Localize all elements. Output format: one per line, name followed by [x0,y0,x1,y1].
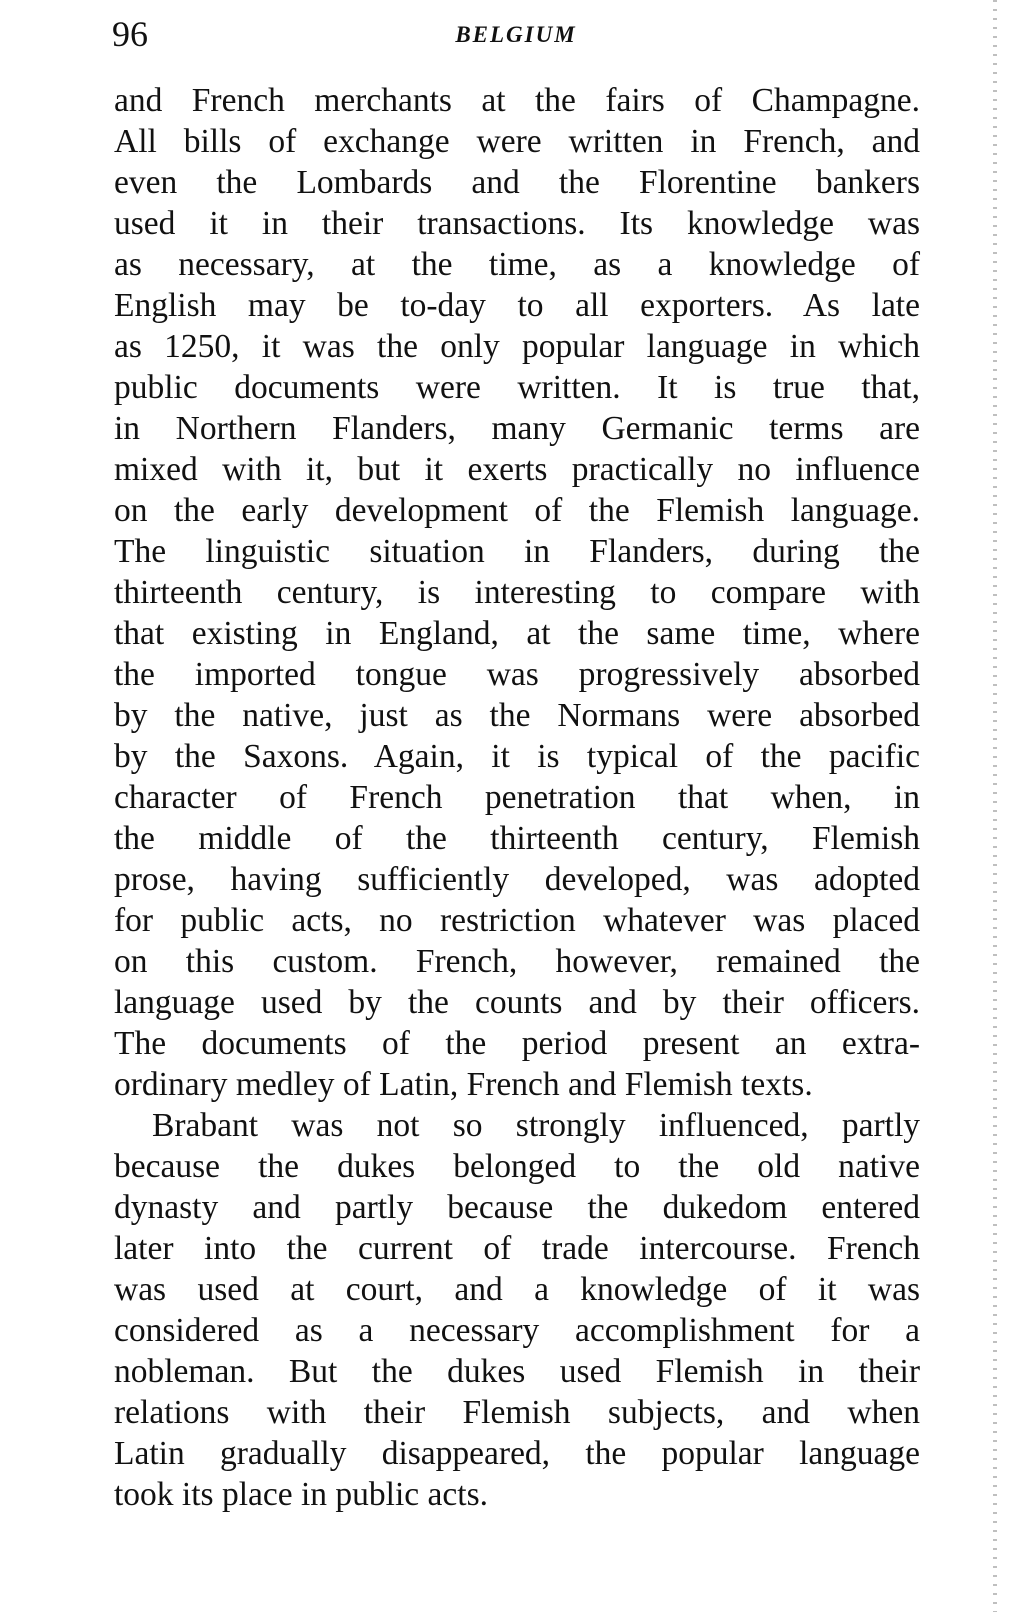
text-line: All bills of exchange were written in French, and [114,123,920,160]
text-line: was used at court, and a knowledge of it was [114,1271,920,1308]
text-line: later into the current of trade intercourse. French [114,1230,920,1267]
text-line: considered as a necessary accomplishment for a [114,1312,920,1349]
running-title: BELGIUM [455,22,577,47]
text-line: English may be to-day to all exporters. As late [114,287,920,324]
text-line: mixed with it, but it exerts practically no influence [114,451,920,488]
text-line: character of French penetration that when, in [114,779,920,816]
text-line: The documents of the period present an extra- [114,1025,920,1062]
text-line: Brabant was not so strongly influenced, partly [152,1107,920,1144]
paragraph [114,1105,920,1515]
text-line: because the dukes belonged to the old native [114,1148,920,1185]
text-line: took its place in public acts. [114,1476,488,1513]
text-line: as 1250, it was the only popular language in which [114,328,920,365]
running-head [112,14,920,54]
binding-edge-mark [993,0,997,1612]
text-line: dynasty and partly because the dukedom entered [114,1189,920,1226]
paragraph [114,80,920,1105]
text-line: thirteenth century, is interesting to compare with [114,574,920,611]
text-line: for public acts, no restriction whatever was placed [114,902,920,939]
text-line: even the Lombards and the Florentine bankers [114,164,920,201]
text-line: by the native, just as the Normans were absorbed [114,697,920,734]
text-line: public documents were written. It is true that, [114,369,920,406]
text-line: used it in their transactions. Its knowledge was [114,205,920,242]
text-line: by the Saxons. Again, it is typical of the pacific [114,738,920,775]
text-line: and French merchants at the fairs of Champagne. [114,82,920,119]
text-line: in Northern Flanders, many Germanic terms are [114,410,920,447]
text-line: nobleman. But the dukes used Flemish in their [114,1353,920,1390]
text-line: The linguistic situation in Flanders, during the [114,533,920,570]
text-line: the middle of the thirteenth century, Flemish [114,820,920,857]
text-line: relations with their Flemish subjects, and when [114,1394,920,1431]
text-line: on the early development of the Flemish language. [114,492,920,529]
text-line: prose, having sufficiently developed, was adopted [114,861,920,898]
text-line: on this custom. French, however, remained the [114,943,920,980]
text-line: language used by the counts and by their officers. [114,984,920,1021]
text-line: Latin gradually disappeared, the popular language [114,1435,920,1472]
text-line: as necessary, at the time, as a knowledge of [114,246,920,283]
text-line: ordinary medley of Latin, French and Flemish texts. [114,1066,813,1103]
body-text [114,80,920,1515]
page-number: 96 [112,14,148,54]
text-line: that existing in England, at the same time, where [114,615,920,652]
text-line: the imported tongue was progressively absorbed [114,656,920,693]
